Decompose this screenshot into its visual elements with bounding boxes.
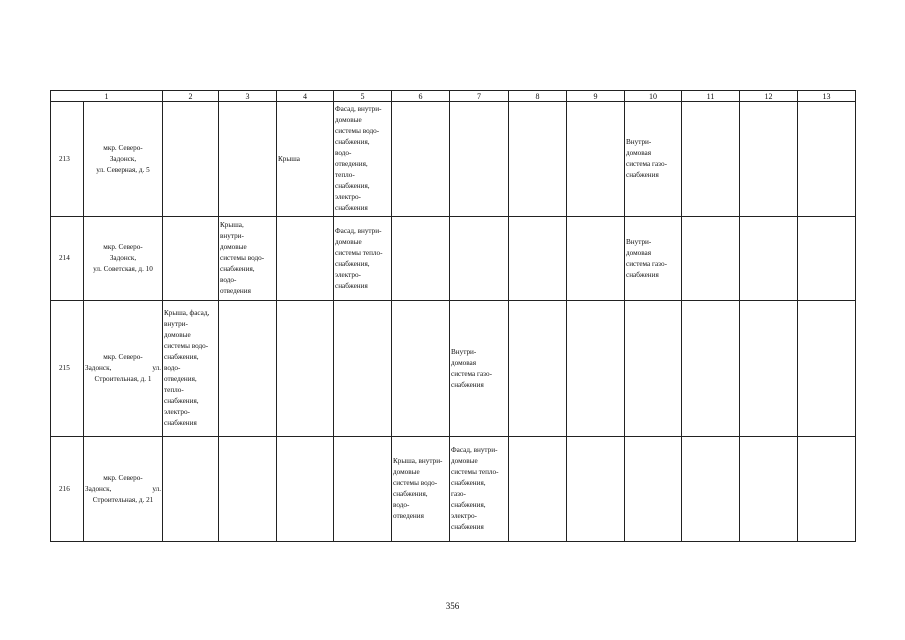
- address-part: ул.: [152, 484, 161, 493]
- work-cell: Внутри- домовая система газо- снабжения: [625, 217, 682, 301]
- address-line: Строительная, д. 21: [92, 495, 154, 504]
- column-header: 9: [567, 91, 625, 102]
- address-line: мкр. Северо-: [103, 143, 143, 152]
- work-cell: [682, 102, 740, 217]
- work-cell: [682, 301, 740, 437]
- work-cell: [625, 437, 682, 542]
- address-line: мкр. Северо-: [103, 243, 143, 251]
- header-row: [51, 91, 856, 102]
- address-line: [85, 363, 161, 374]
- work-cell: [163, 102, 219, 217]
- work-cell: [277, 217, 334, 301]
- column-header: 6: [392, 91, 450, 102]
- address-part: Задонск,: [85, 364, 112, 372]
- work-cell: [509, 217, 567, 301]
- column-header: 10: [625, 91, 682, 102]
- work-cell: [740, 102, 798, 217]
- work-cell: [567, 217, 625, 301]
- address-line: Задонск,: [109, 254, 137, 262]
- address-line: [85, 484, 161, 495]
- work-cell: Крыша, фасад, внутри- домовые системы водо- снабжения, водо- отведения, тепло- снабжения, электро- снабжения: [163, 301, 219, 437]
- address-part: ул.: [152, 364, 161, 372]
- work-cell: [334, 437, 392, 542]
- address-cell: [84, 301, 163, 437]
- work-cell: [219, 301, 277, 437]
- work-cell: [567, 102, 625, 217]
- column-header: 11: [682, 91, 740, 102]
- page-number: 356: [445, 601, 460, 611]
- work-cell: [163, 217, 219, 301]
- column-header: 2: [163, 91, 219, 102]
- row-number: 213: [51, 102, 84, 217]
- work-cell: [334, 301, 392, 437]
- address-cell: [84, 102, 163, 217]
- address-line: ул. Северная, д. 5: [96, 165, 150, 174]
- work-cell: [219, 102, 277, 217]
- work-cell: [509, 301, 567, 437]
- work-cell: [450, 102, 509, 217]
- address-line: мкр. Северо-: [103, 473, 143, 482]
- work-cell: [509, 437, 567, 542]
- column-header: 7: [450, 91, 509, 102]
- work-cell: Внутри- домовая система газо- снабжения: [450, 301, 509, 437]
- work-cell: [567, 301, 625, 437]
- work-cell: Фасад, внутри- домовые системы тепло- снабжения, газо- снабжения, электро- снабжения: [450, 437, 509, 542]
- work-cell: [740, 301, 798, 437]
- address-line: Строительная, д. 1: [94, 375, 152, 383]
- work-cell: [277, 301, 334, 437]
- work-cell: Крыша: [277, 102, 334, 217]
- work-cell: [567, 437, 625, 542]
- table-row: [51, 437, 856, 542]
- work-cell: [392, 102, 450, 217]
- work-cell: [682, 437, 740, 542]
- work-cell: [392, 217, 450, 301]
- column-header: 8: [509, 91, 567, 102]
- work-cell: [392, 301, 450, 437]
- work-cell: [798, 301, 856, 437]
- row-number: 214: [51, 217, 84, 301]
- address-line: мкр. Северо-: [103, 353, 143, 361]
- work-cell: [509, 102, 567, 217]
- table-row: [51, 301, 856, 437]
- work-cell: Внутри- домовая система газо- снабжения: [625, 102, 682, 217]
- column-header: 3: [219, 91, 277, 102]
- work-cell: [740, 217, 798, 301]
- column-header: 5: [334, 91, 392, 102]
- row-number: 216: [51, 437, 84, 542]
- work-cell: [798, 217, 856, 301]
- work-cell: [682, 217, 740, 301]
- work-cell: [625, 301, 682, 437]
- column-header: 12: [740, 91, 798, 102]
- work-cell: Крыша, внутри- домовые системы водо- снабжения, водо- отведения: [392, 437, 450, 542]
- address-cell: [84, 437, 163, 542]
- work-cell: [798, 102, 856, 217]
- column-header: 4: [277, 91, 334, 102]
- table-row: [51, 102, 856, 217]
- work-cell: [219, 437, 277, 542]
- work-cell: [277, 437, 334, 542]
- table-row: [51, 217, 856, 301]
- address-line: ул. Советская, д. 10: [93, 265, 153, 273]
- work-cell: Крыша, внутри- домовые системы водо- снабжения, водо- отведения: [219, 217, 277, 301]
- work-cell: Фасад, внутри- домовые системы тепло- снабжения, электро- снабжения: [334, 217, 392, 301]
- work-cell: Фасад, внутри- домовые системы водо- снабжения, водо- отведения, тепло- снабжения, электро- снабжения: [334, 102, 392, 217]
- address-cell: [84, 217, 163, 301]
- work-cell: [450, 217, 509, 301]
- column-header: 1: [51, 91, 163, 102]
- column-header: 13: [798, 91, 856, 102]
- work-cell: [163, 437, 219, 542]
- address-part: Задонск,: [85, 484, 112, 493]
- work-cell: [798, 437, 856, 542]
- address-line: Задонск,: [109, 154, 137, 163]
- row-number: 215: [51, 301, 84, 437]
- work-cell: [740, 437, 798, 542]
- schedule-table: [50, 90, 856, 542]
